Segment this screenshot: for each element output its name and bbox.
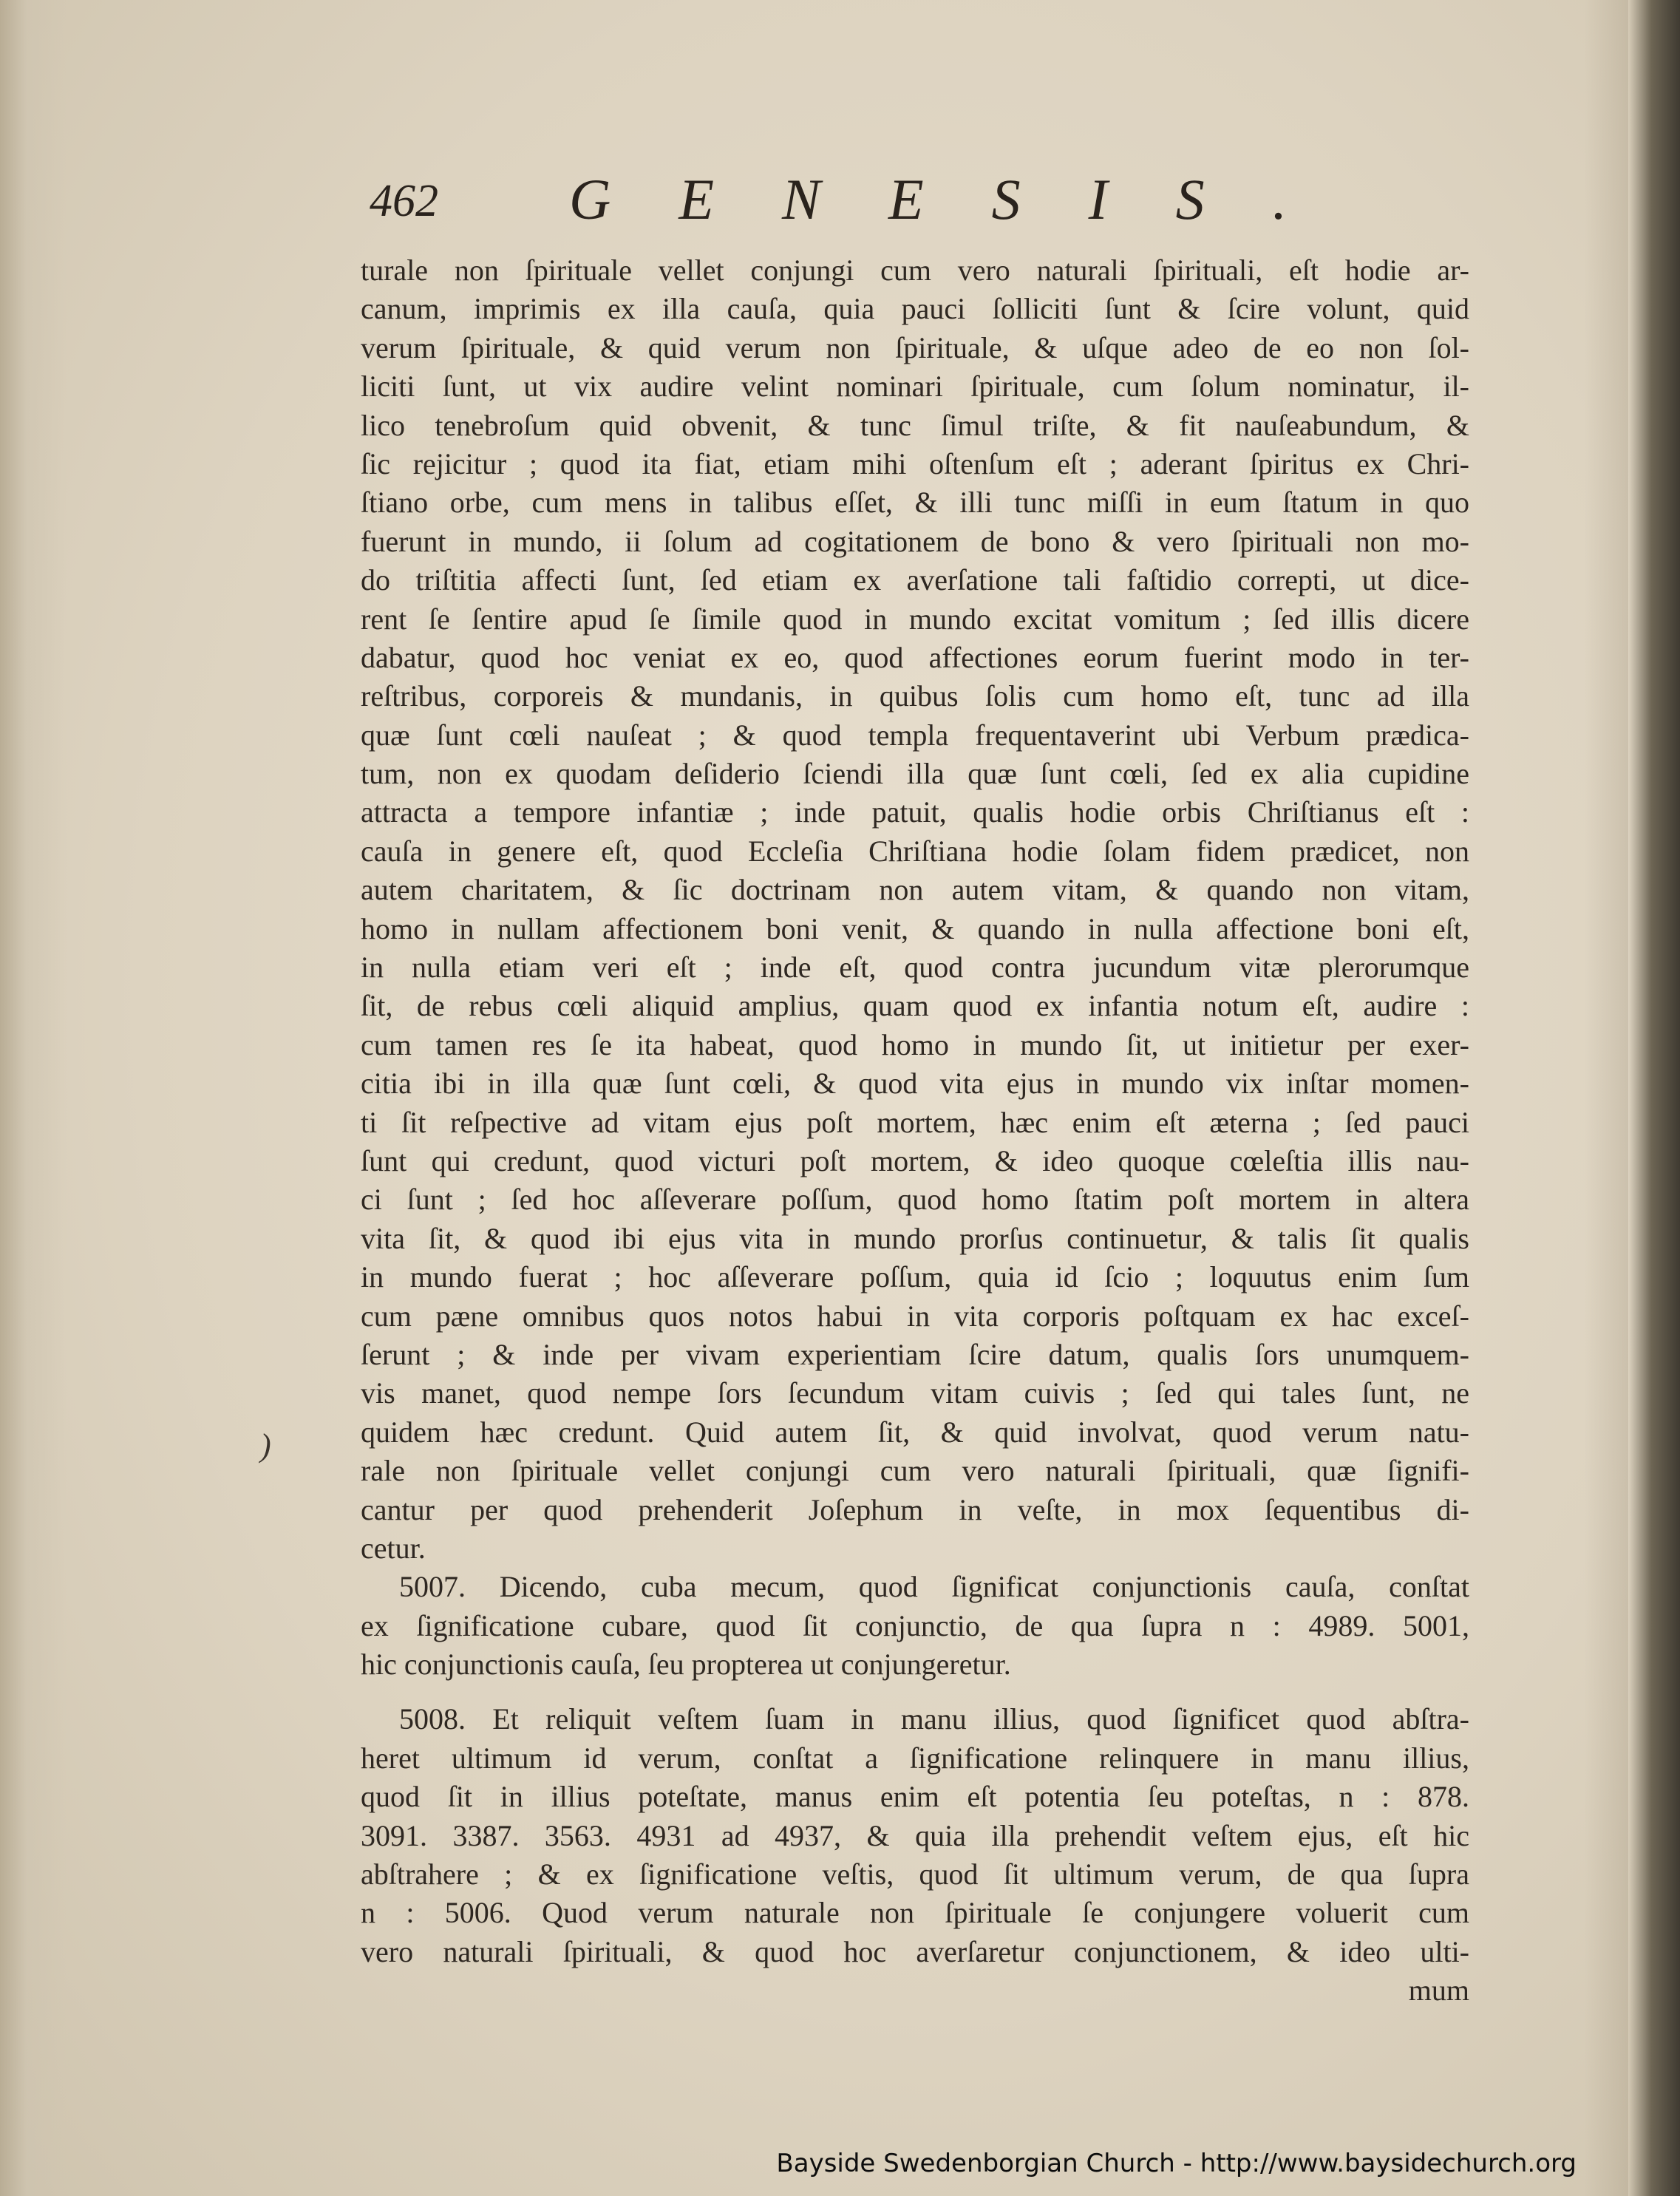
text-line: ſerunt ; & inde per vivam experientiam ſcire datum, qualis ſors unumquem- — [361, 1337, 1469, 1371]
continued-paragraph — [361, 251, 1469, 1568]
text-line: 5008. Et reliquit veſtem ſuam in manu illius, quod ſignificet quod abſtra- — [399, 1702, 1469, 1736]
text-line: in nulla etiam veri eſt ; inde eſt, quod contra jucundum vitæ plerorumque — [361, 951, 1469, 985]
text-line: verum ſpirituale, & quid verum non ſpirituale, & uſque adeo de eo non ſol- — [361, 330, 1469, 364]
text-line: in mundo fuerat ; hoc aſſeverare poſſum, quia id ſcio ; loquutus enim ſum — [361, 1260, 1469, 1294]
text-line: lico tenebroſum quid obvenit, & tunc ſimul triſte, & fit nauſeabundum, & — [361, 408, 1469, 442]
text-line: rale non ſpirituale vellet conjungi cum vero naturali ſpirituali, quæ ſignifi- — [361, 1454, 1469, 1488]
paragraph-5008 — [361, 1700, 1469, 1738]
text-line: ſunt qui credunt, quod victuri poſt mortem, & ideo quoque cœleſtia illis nau- — [361, 1143, 1469, 1177]
text-line: ci ſunt ; ſed hoc aſſeverare poſſum, quod homo ſtatim poſt mortem in altera — [361, 1183, 1469, 1217]
text-line: quidem hæc credunt. Quid autem ſit, & quid involvat, quod verum natu- — [361, 1415, 1469, 1449]
text-line: turale non ſpirituale vellet conjungi cum vero naturali ſpirituali, eſt hodie ar- — [361, 254, 1469, 287]
text-line: autem charitatem, & ſic doctrinam non autem vitam, & quando non vitam, — [361, 873, 1469, 907]
text-line: vis manet, quod nempe ſors ſecundum vitam cuivis ; ſed qui tales ſunt, ne — [361, 1376, 1469, 1410]
text-line: vita ſit, & quod ibi ejus vita in mundo prorſus continuetur, & talis ſit qualis — [361, 1221, 1469, 1255]
text-line: ſic rejicitur ; quod ita fiat, etiam mihi oſtenſum eſt ; aderant ſpiritus ex Chri- — [361, 446, 1469, 480]
running-header — [370, 166, 1493, 248]
text-line: reſtribus, corporeis & mundanis, in quibus ſolis cum homo eſt, tunc ad illa — [361, 679, 1469, 713]
page-number: 462 — [370, 176, 438, 226]
text-line: cum pæne omnibus quos notos habui in vita corporis poſtquam ex hac exceſ- — [361, 1299, 1469, 1333]
paragraph-5008-cont — [361, 1739, 1469, 2010]
text-line: abſtrahere ; & ex ſignificatione veſtis, quod ſit ultimum verum, de qua ſupra — [361, 1857, 1469, 1891]
text-line: ſtiano orbe, cum mens in talibus eſſet, & illi tunc miſſi in eum ſtatum in quo — [361, 486, 1469, 520]
text-line: cantur per quod prehenderit Joſephum in veſte, in mox ſequentibus di- — [361, 1492, 1469, 1526]
text-line: ti ſit reſpective ad vitam ejus poſt mortem, hæc enim eſt æterna ; ſed pauci — [361, 1105, 1469, 1139]
text-line: cum tamen res ſe ita habeat, quod homo in mundo ſit, ut initietur per exer- — [361, 1027, 1469, 1061]
text-line: do triſtitia affecti ſunt, ſed etiam ex averſatione tali faſtidio correpti, ut dice- — [361, 563, 1469, 597]
gutter-shadow — [0, 0, 67, 2196]
page-edge-shade — [1584, 0, 1628, 2196]
paragraph-5007 — [361, 1568, 1469, 1606]
margin-mark: ) — [260, 1427, 271, 1464]
paragraph-5007-cont — [361, 1607, 1469, 1685]
text-line: heret ultimum id verum, conſtat a ſignificatione relinquere in manu illius, — [361, 1741, 1469, 1775]
paragraph-gap — [361, 1684, 1469, 1700]
text-line: vero naturali ſpirituali, & quod hoc averſaretur conjunctionem, & ideo ulti- — [361, 1934, 1469, 1968]
text-line: hic conjunctionis cauſa, ſeu propterea ut conjungeretur. — [361, 1648, 1011, 1682]
text-line: citia ibi in illa quæ ſunt cœli, & quod vita ejus in mundo vix inſtar momen- — [361, 1067, 1469, 1101]
text-line: cauſa in genere eſt, quod Eccleſia Chriſtiana hodie ſolam fidem prædicet, non — [361, 834, 1469, 868]
catchword: mum — [1408, 1974, 1469, 2008]
text-line: tum, non ex quodam deſiderio ſciendi illa quæ ſunt cœli, ſed ex alia cupidine — [361, 757, 1469, 791]
text-line: 3091. 3387. 3563. 4931 ad 4937, & quia illa prehendit veſtem ejus, eſt hic — [361, 1818, 1469, 1852]
text-line: canum, imprimis ex illa cauſa, quia pauci ſolliciti ſunt & ſcire volunt, quid — [361, 292, 1469, 326]
text-line: ex ſignificatione cubare, quod ſit conjunctio, de qua ſupra n : 4989. 5001, — [361, 1608, 1469, 1642]
text-line: ſit, de rebus cœli aliquid amplius, quam quod ex infantia notum eſt, audire : — [361, 989, 1469, 1023]
text-line: 5007. Dicendo, cuba mecum, quod ſignificat conjunctionis cauſa, conſtat — [399, 1570, 1469, 1604]
text-line: cetur. — [361, 1531, 426, 1565]
text-line: liciti ſunt, ut vix audire velint nominari ſpirituale, cum ſolum nominatur, il- — [361, 370, 1469, 404]
text-line: dabatur, quod hoc veniat ex eo, quod affectiones eorum fuerint modo in ter- — [361, 640, 1469, 674]
text-line: n : 5006. Quod verum naturale non ſpirituale ſe conjungere voluerit cum — [361, 1896, 1469, 1930]
running-title: GENESIS. — [569, 167, 1356, 231]
text-line: attracta a tempore infantiæ ; inde patuit, qualis hodie orbis Chriſtianus eſt : — [361, 795, 1469, 829]
text-line: fuerunt in mundo, ii ſolum ad cogitationem de bono & vero ſpirituali non mo- — [361, 524, 1469, 558]
text-line: quod ſit in illius poteſtate, manus enim eſt potentia ſeu poteſtas, n : 878. — [361, 1780, 1469, 1814]
page-edge-dark — [1628, 0, 1680, 2196]
text-line: homo in nullam affectionem boni venit, & quando in nulla affectione boni eſt, — [361, 911, 1469, 945]
footer-credit: Bayside Swedenborgian Church - http://www.baysidechurch.org — [776, 2149, 1577, 2178]
text-line: quæ ſunt cœli nauſeat ; & quod templa frequentaverint ubi Verbum prædica- — [361, 718, 1469, 752]
text-block — [361, 251, 1469, 2010]
text-line: rent ſe ſentire apud ſe ſimile quod in mundo excitat vomitum ; ſed illis dicere — [361, 602, 1469, 636]
